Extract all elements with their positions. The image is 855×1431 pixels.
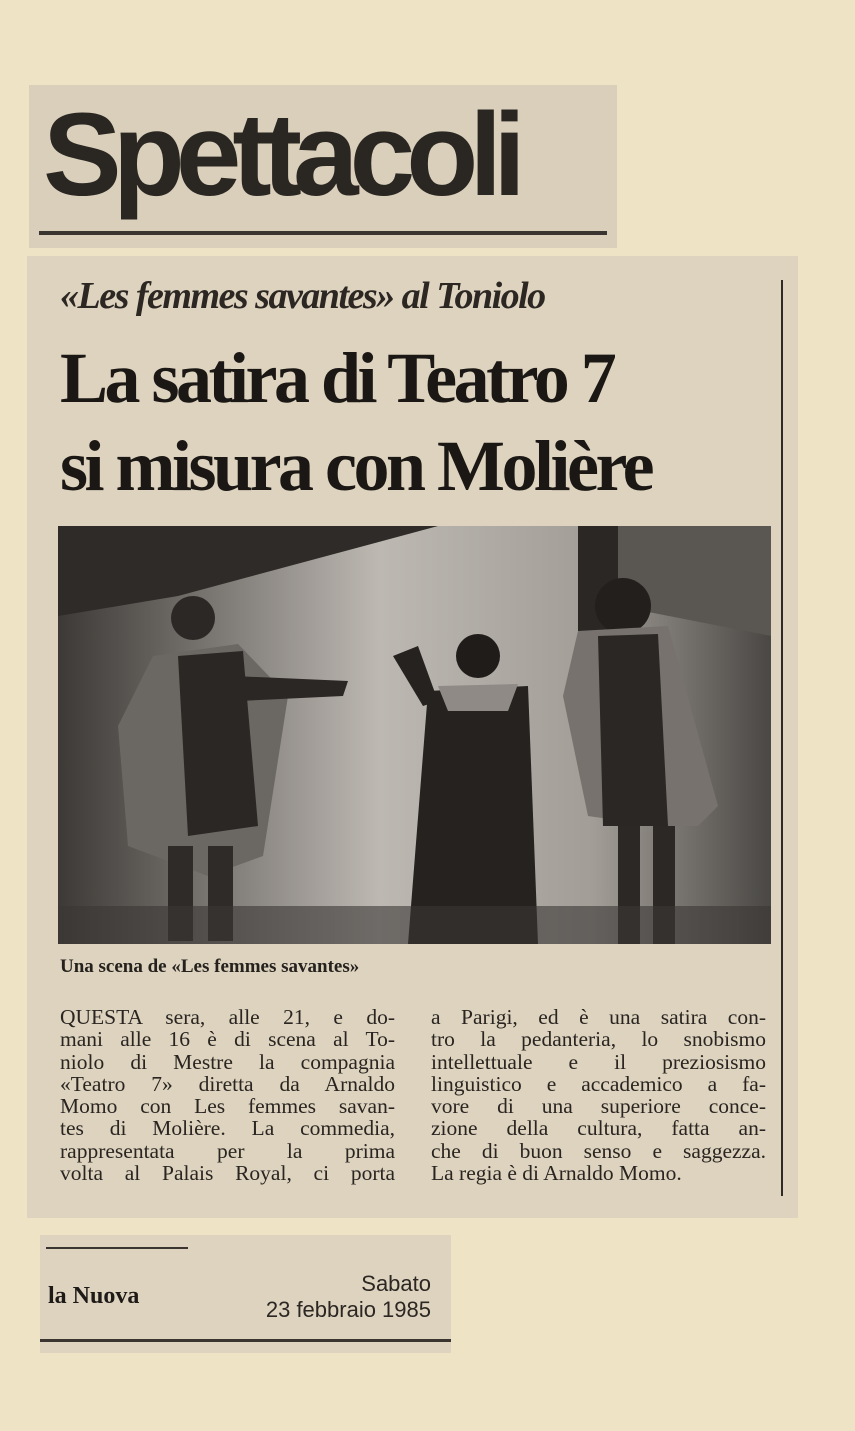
stage-photo <box>58 526 771 944</box>
body-line: zione della cultura, fatta an- <box>431 1116 766 1141</box>
body-line: niolo di Mestre la compagnia <box>60 1049 395 1074</box>
publication-date: 23 febbraio 1985 <box>265 1297 431 1322</box>
footer-rule <box>46 1247 188 1249</box>
body-line: a Parigi, ed è una satira con- <box>431 1005 766 1029</box>
headline-line-1: La satira di Teatro 7 <box>60 338 614 418</box>
body-line: Momo con Les femmes savan- <box>60 1094 395 1119</box>
section-title: Spettacoli <box>43 89 517 221</box>
body-line: mani alle 16 è di scena al To- <box>60 1027 395 1052</box>
headline-line-2: si misura con Molière <box>60 426 652 506</box>
body-line: tes di Molière. La commedia, <box>60 1116 395 1141</box>
newspaper-name: la Nuova <box>48 1283 140 1309</box>
column-rule <box>781 280 783 1196</box>
body-line: linguistico e accademico a fa- <box>431 1071 766 1096</box>
body-line: QUESTA sera, alle 21, e do- <box>60 1005 395 1029</box>
body-line: vore di una superiore conce- <box>431 1094 766 1119</box>
header-rule <box>39 231 607 235</box>
body-line: «Teatro 7» diretta da Arnaldo <box>60 1071 395 1096</box>
body-line: volta al Palais Royal, ci porta <box>60 1161 395 1186</box>
publication-footer-clipping <box>40 1235 451 1353</box>
section-header-clipping <box>29 85 617 248</box>
photo-caption: Una scena de «Les femmes savantes» <box>60 956 360 977</box>
body-line: rappresentata per la prima <box>60 1138 395 1163</box>
body-line: intellettuale e il preziosismo <box>431 1049 766 1074</box>
article-column-1 <box>60 1006 395 1184</box>
article-kicker: «Les femmes savantes» al Toniolo <box>60 275 545 317</box>
body-line: tro la pedanteria, lo snobismo <box>431 1027 766 1052</box>
article-clipping <box>27 256 798 1218</box>
article-column-2 <box>431 1006 766 1184</box>
publication-day: Sabato <box>361 1271 431 1296</box>
body-line: La regia è di Arnaldo Momo. <box>431 1161 682 1186</box>
body-line: che di buon senso e saggezza. <box>431 1138 766 1163</box>
footer-rule <box>40 1339 451 1342</box>
